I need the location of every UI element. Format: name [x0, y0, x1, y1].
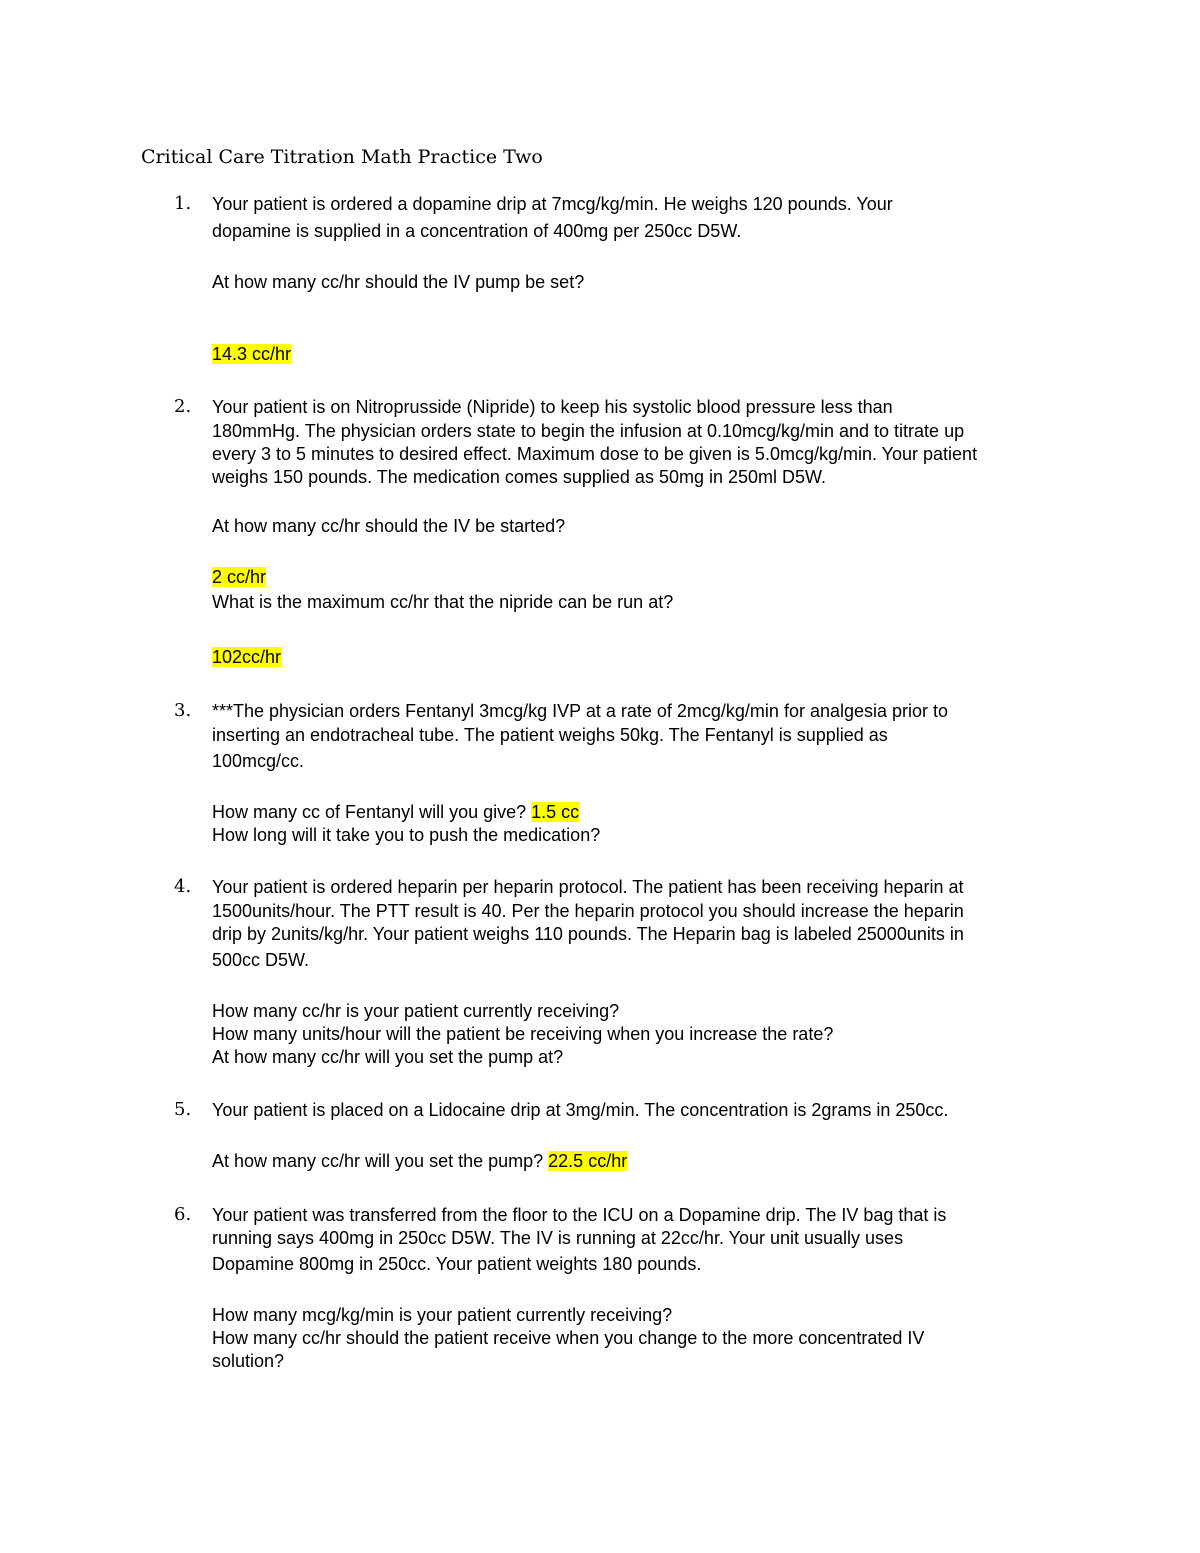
- question-4-prompt: How many cc/hr is your patient currently receiving?: [212, 1001, 620, 1021]
- question-5-text-line: Your patient is placed on a Lidocaine drip at 3mg/min. The concentration is 2grams in 250cc.: [212, 1100, 949, 1120]
- question-6-text-line: running says 400mg in 250cc D5W. The IV is running at 22cc/hr. Your unit usually uses: [212, 1228, 904, 1248]
- question-2-answer-2-line: [212, 645, 281, 669]
- question-2-prompt: At how many cc/hr should the IV be started?: [212, 516, 566, 536]
- question-2-answer-line: [212, 565, 266, 589]
- question-2-answer-2: 102cc/hr: [212, 647, 282, 667]
- question-4-prompt: At how many cc/hr will you set the pump at?: [212, 1047, 564, 1067]
- question-2-text-line: Your patient is on Nitroprusside (Nipride) to keep his systolic blood pressure less than: [212, 397, 893, 417]
- question-6-prompt: How many mcg/kg/min is your patient currently receiving?: [212, 1305, 673, 1325]
- question-4-text-line: 1500units/hour. The PTT result is 40. Per the heparin protocol you should increase the heparin: [212, 901, 964, 921]
- question-1-answer-line: [212, 342, 291, 366]
- question-5-prompt-line: [212, 1149, 627, 1173]
- question-2-text-line: every 3 to 5 minutes to desired effect. Maximum dose to be given is 5.0mcg/kg/min. Your patient: [212, 444, 978, 464]
- question-1-text-line: dopamine is supplied in a concentration of 400mg per 250cc D5W.: [212, 221, 742, 241]
- question-3-prompt-line: [212, 800, 579, 824]
- question-4-prompt: How many units/hour will the patient be receiving when you increase the rate?: [212, 1024, 834, 1044]
- question-1-number: 1.: [174, 193, 192, 214]
- question-3-text-line: inserting an endotracheal tube. The patient weighs 50kg. The Fentanyl is supplied as: [212, 725, 888, 745]
- question-6-number: 6.: [174, 1204, 192, 1225]
- question-2-answer: 2 cc/hr: [212, 567, 267, 587]
- question-4-number: 4.: [174, 876, 192, 897]
- question-5-answer: 22.5 cc/hr: [548, 1151, 628, 1171]
- question-5-number: 5.: [174, 1099, 192, 1120]
- question-4-text-line: drip by 2units/kg/hr. Your patient weighs 110 pounds. The Heparin bag is labeled 25000units in: [212, 924, 964, 944]
- question-6-prompt: How many cc/hr should the patient receive when you change to the more concentrated IV: [212, 1328, 925, 1348]
- question-1-prompt: At how many cc/hr should the IV pump be set?: [212, 272, 585, 292]
- question-2-text-line: 180mmHg. The physician orders state to begin the infusion at 0.10mcg/kg/min and to titrate up: [212, 421, 965, 441]
- question-3-number: 3.: [174, 700, 192, 721]
- question-3-prompt-2: How long will it take you to push the medication?: [212, 825, 601, 845]
- question-4-text-line: Your patient is ordered heparin per heparin protocol. The patient has been receiving heparin at: [212, 877, 964, 897]
- question-6-prompt: solution?: [212, 1351, 285, 1371]
- question-1-answer: 14.3 cc/hr: [212, 344, 292, 364]
- document-title: Critical Care Titration Math Practice Two: [141, 146, 543, 168]
- question-5-prompt: At how many cc/hr will you set the pump?: [212, 1151, 549, 1171]
- question-1-text-line: Your patient is ordered a dopamine drip at 7mcg/kg/min. He weighs 120 pounds. Your: [212, 194, 893, 214]
- question-6-text-line: Dopamine 800mg in 250cc. Your patient weights 180 pounds.: [212, 1254, 702, 1274]
- question-3-prompt: How many cc of Fentanyl will you give?: [212, 802, 532, 822]
- question-3-answer: 1.5 cc: [531, 802, 580, 822]
- question-2-text-line: weighs 150 pounds. The medication comes supplied as 50mg in 250ml D5W.: [212, 467, 827, 487]
- question-2-number: 2.: [174, 396, 192, 417]
- question-3-text-line: ***The physician orders Fentanyl 3mcg/kg IVP at a rate of 2mcg/kg/min for analgesia prior to: [212, 701, 949, 721]
- question-2-prompt-2: What is the maximum cc/hr that the nipride can be run at?: [212, 592, 674, 612]
- question-3-text-line: 100mcg/cc.: [212, 751, 305, 771]
- question-6-text-line: Your patient was transferred from the floor to the ICU on a Dopamine drip. The IV bag that is: [212, 1205, 947, 1225]
- question-4-text-line: 500cc D5W.: [212, 950, 310, 970]
